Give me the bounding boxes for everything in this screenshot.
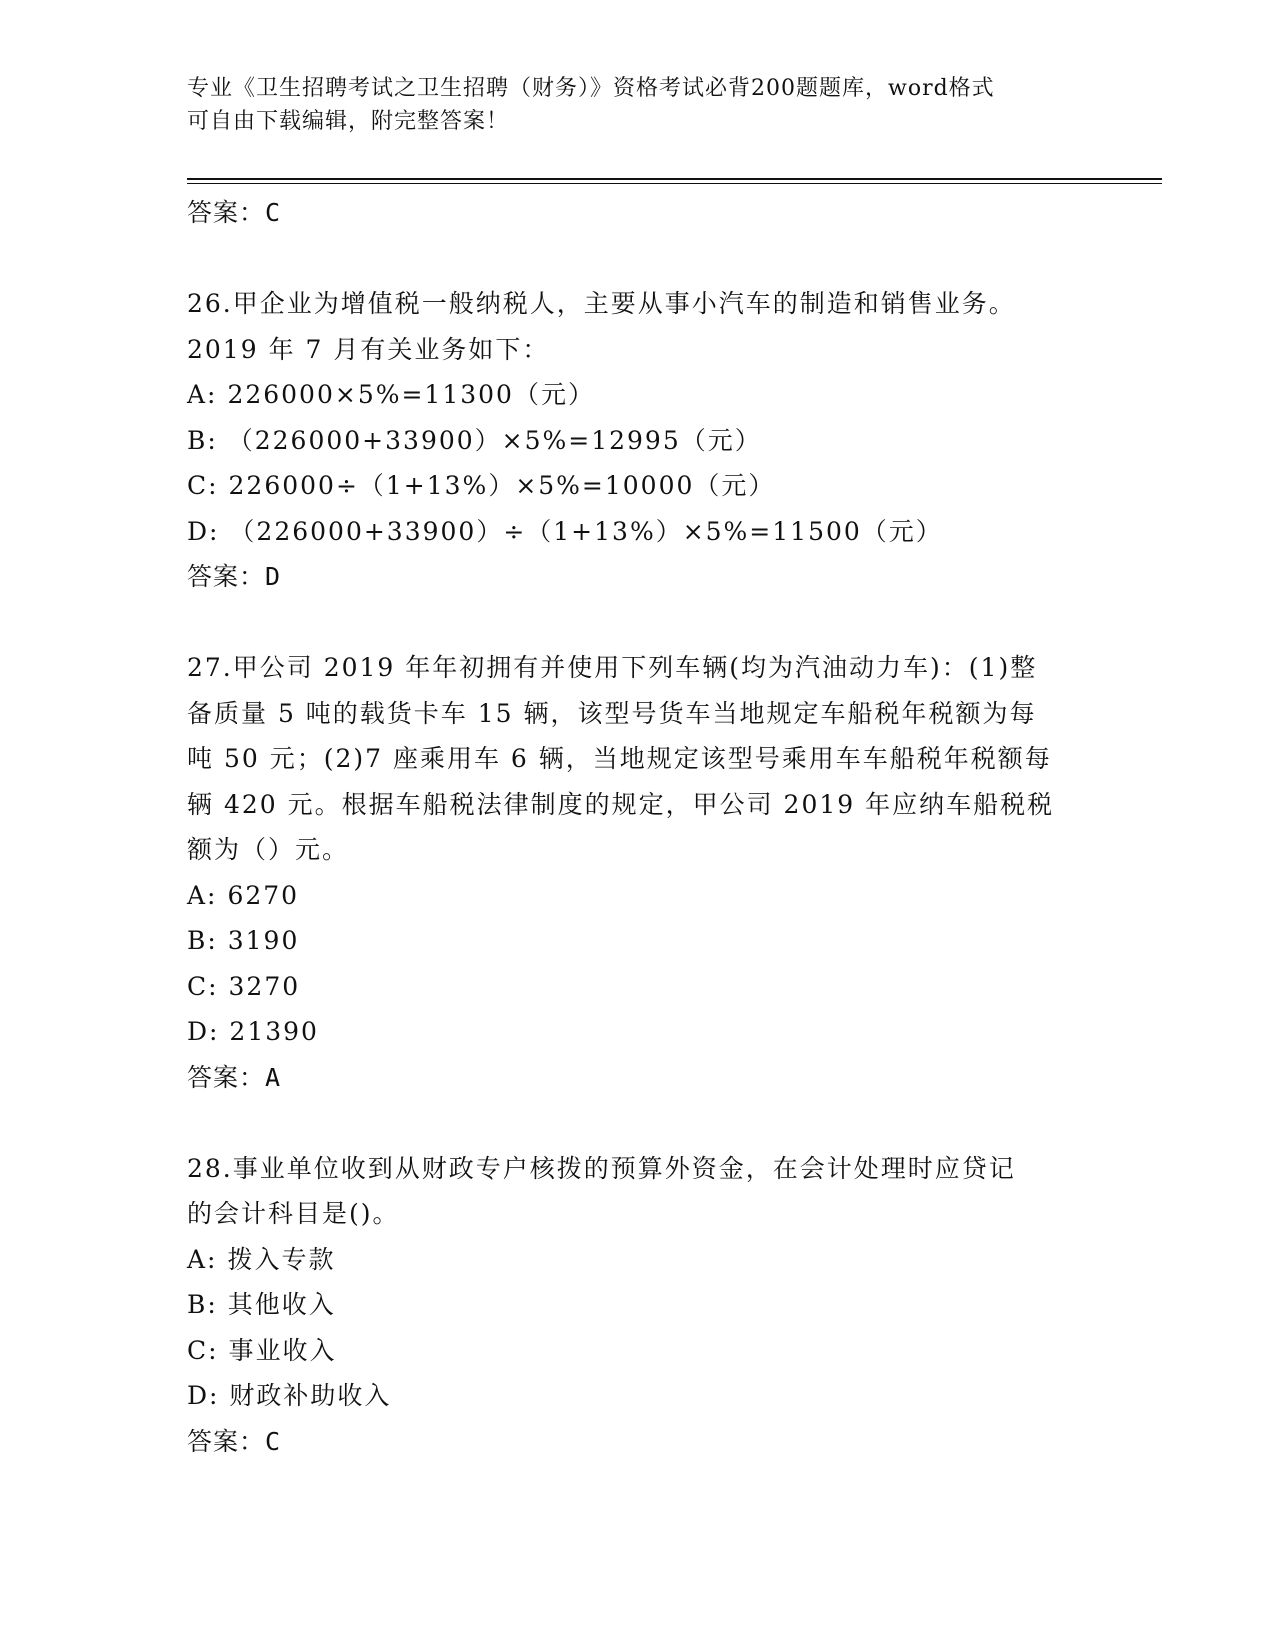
header-divider-thin (187, 183, 1162, 184)
option-letter: C: (187, 1335, 219, 1365)
option-letter: D: (187, 516, 220, 546)
option-text: 3270 (228, 971, 301, 1001)
option-letter: D: (187, 1017, 220, 1046)
option-text: 事业收入 (228, 1335, 337, 1365)
answer-value: A (265, 1062, 282, 1092)
option-text: 其他收入 (227, 1290, 336, 1319)
answer-line (187, 1055, 1087, 1101)
answer-line (187, 554, 1087, 600)
option-b (187, 918, 1087, 964)
header-title-line-2: 可自由下载编辑，附完整答案！ (187, 109, 510, 134)
header-divider-thick (187, 178, 1162, 180)
question-text-line: 额为（）元。 (187, 835, 350, 864)
option-d (187, 509, 1087, 555)
option-text: 226000÷（1+13%）×5%=10000（元） (228, 471, 776, 500)
question-list (187, 190, 1087, 1464)
option-a (187, 1237, 1087, 1283)
option-text: 拨入专款 (227, 1244, 336, 1274)
answer-line (187, 1419, 1087, 1465)
option-c (187, 463, 1087, 509)
option-b (187, 418, 1087, 464)
spacer (187, 600, 1087, 646)
option-text: （226000+33900）×5%=12995（元） (227, 425, 762, 455)
document-header (187, 72, 1087, 138)
option-letter: C: (187, 471, 219, 500)
question-text-line: 吨 50 元；(2)7 座乘用车 6 辆，当地规定该型号乘用车车船税年税额每 (187, 744, 1052, 773)
option-letter: B: (187, 1290, 218, 1319)
option-text: 226000×5%=11300（元） (227, 380, 595, 409)
option-letter: D: (187, 1381, 220, 1410)
option-text: 6270 (227, 880, 300, 910)
question-text-line: 的会计科目是()。 (187, 1199, 400, 1228)
question-text-line: 27.甲公司 2019 年年初拥有并使用下列车辆(均为汽油动力车)：(1)整 (187, 653, 1038, 682)
option-c (187, 1328, 1087, 1374)
option-text: 财政补助收入 (229, 1381, 392, 1410)
header-title-line-1: 专业《卫生招聘考试之卫生招聘（财务）》资格考试必背200题题库，word格式 (187, 76, 995, 101)
answer-label: 答案： (187, 1426, 266, 1456)
option-text: 21390 (229, 1017, 319, 1046)
question-text-line: 2019 年 7 月有关业务如下： (187, 334, 550, 364)
answer-label: 答案： (187, 562, 266, 591)
option-a (187, 372, 1087, 418)
option-text: （226000+33900）÷（1+13%）×5%=11500（元） (229, 516, 943, 546)
answer-value: C (265, 1426, 282, 1456)
answer-line (187, 190, 1087, 236)
option-letter: C: (187, 971, 219, 1001)
question-text-line: 26.甲企业为增值税一般纳税人，主要从事小汽车的制造和销售业务。 (187, 289, 1016, 318)
option-letter: A: (187, 1244, 218, 1274)
option-letter: B: (187, 926, 218, 955)
option-a (187, 873, 1087, 919)
question-text-line: 备质量 5 吨的载货卡车 15 辆，该型号货车当地规定车船税年税额为每 (187, 698, 1037, 728)
option-letter: A: (187, 380, 218, 409)
answer-value: D (265, 562, 282, 591)
question-text-line: 28.事业单位收到从财政专户核拨的预算外资金，在会计处理时应贷记 (187, 1153, 1016, 1183)
question-28 (187, 1146, 1087, 1465)
spacer (187, 1100, 1087, 1146)
answer-label: 答案： (187, 198, 266, 227)
question-text-line: 辆 420 元。根据车船税法律制度的规定，甲公司 2019 年应纳车船税税 (187, 789, 1055, 819)
spacer (187, 236, 1087, 282)
option-text: 3190 (227, 926, 300, 955)
question-26 (187, 281, 1087, 600)
question-27 (187, 645, 1087, 1100)
option-d (187, 1009, 1087, 1055)
option-c (187, 964, 1087, 1010)
option-letter: B: (187, 425, 218, 455)
answer-value: C (265, 198, 282, 227)
option-letter: A: (187, 880, 218, 910)
option-b (187, 1282, 1087, 1328)
answer-label: 答案： (187, 1062, 266, 1092)
option-d (187, 1373, 1087, 1419)
